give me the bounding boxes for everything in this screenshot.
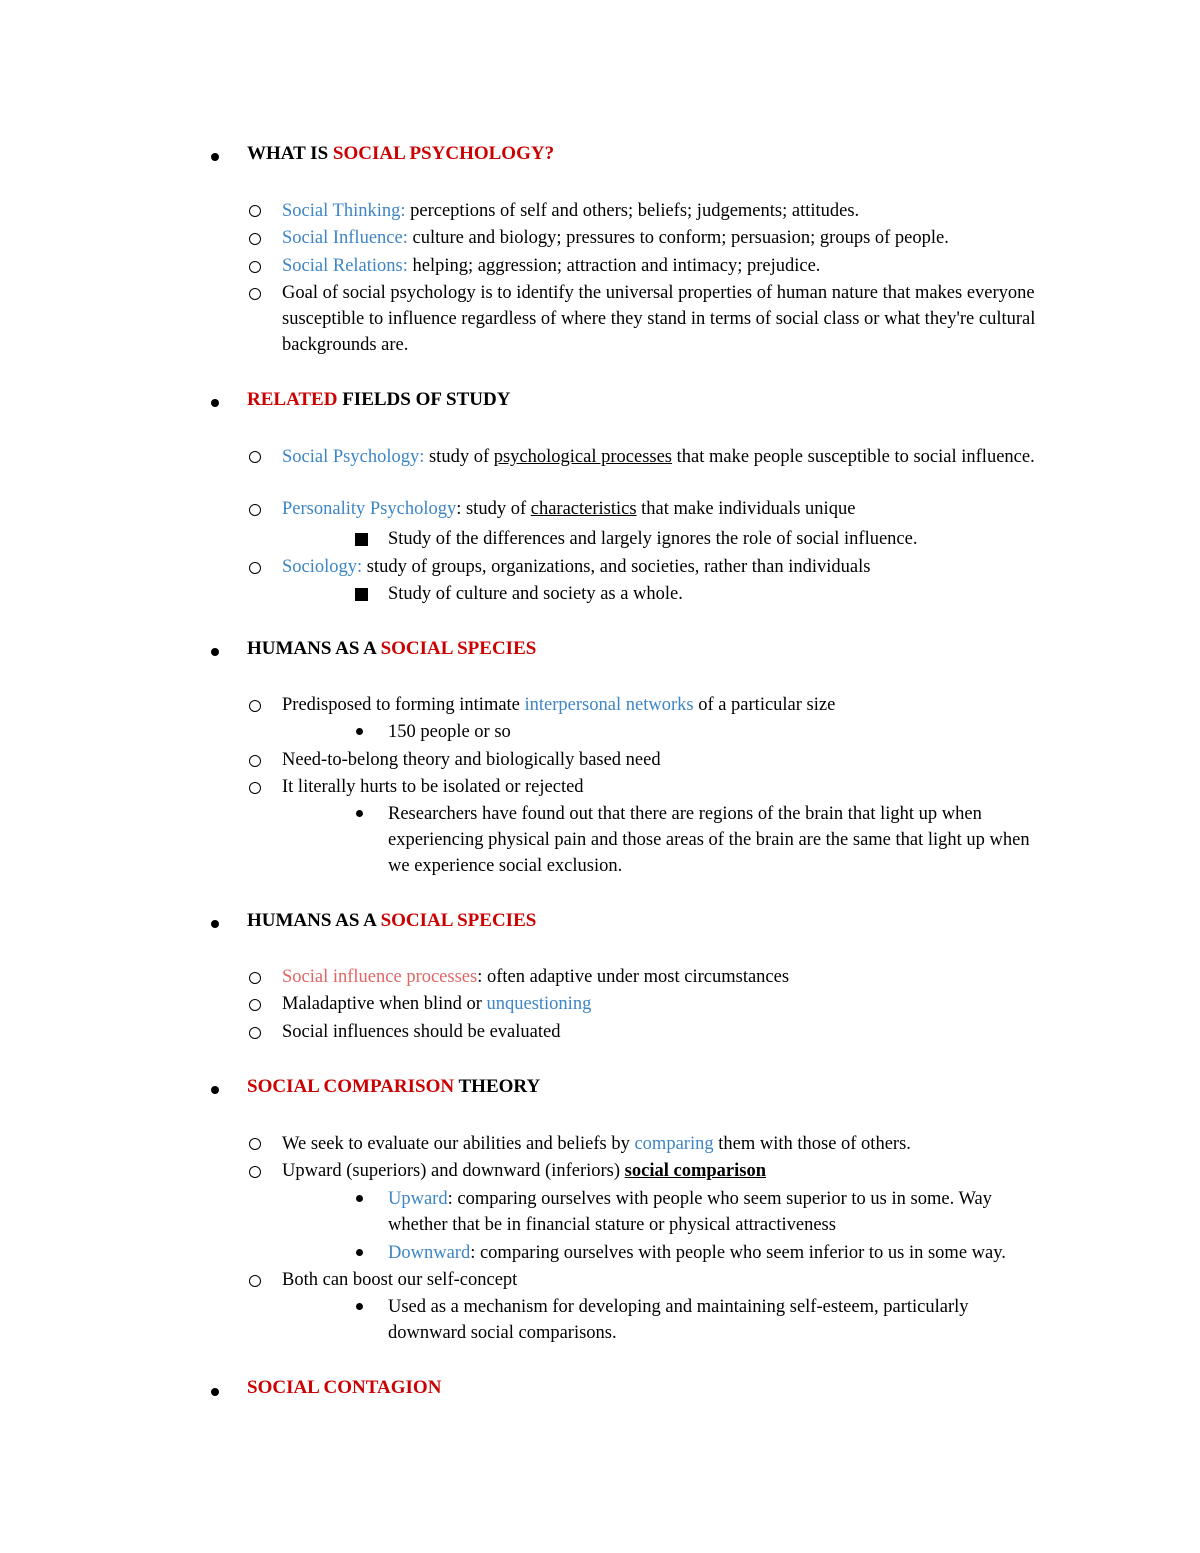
hollow-bullet-icon (249, 261, 261, 273)
sub-list-item: Study of culture and society as a whole. (388, 584, 683, 604)
hollow-bullet-icon (249, 972, 261, 984)
list-item: Social Psychology: study of psychological processes that make people susceptible to social influence. (282, 447, 1035, 467)
list-item: Sociology: study of groups, organizations, and societies, rather than individuals (282, 557, 871, 577)
hollow-bullet-icon (249, 233, 261, 245)
sub-list-item: Downward: comparing ourselves with people who seem inferior to us in some way. (388, 1243, 1006, 1263)
square-bullet-icon (355, 533, 368, 546)
list-item: Maladaptive when blind or unquestioning (282, 994, 592, 1014)
sub-list-item: 150 people or so (388, 722, 511, 742)
bullet-icon (356, 810, 363, 817)
bullet-icon (211, 648, 219, 656)
list-item: Social Influence: culture and biology; pressures to conform; persuasion; groups of people. (282, 228, 949, 248)
list-item: We seek to evaluate our abilities and beliefs by comparing them with those of others. (282, 1134, 911, 1154)
sub-list-item: Used as a mechanism for developing and maintaining self-esteem, particularly downward social comparisons. (388, 1297, 969, 1343)
bullet-icon (356, 728, 363, 735)
section-heading: HUMANS AS A SOCIAL SPECIES (247, 638, 537, 659)
hollow-bullet-icon (249, 700, 261, 712)
sub-list-item: Upward: comparing ourselves with people who seem superior to us in some. Way whether that be in financial stature or physical attractiveness (388, 1189, 992, 1235)
hollow-bullet-icon (249, 205, 261, 217)
list-item: Social Thinking: perceptions of self and others; beliefs; judgements; attitudes. (282, 201, 860, 221)
hollow-bullet-icon (249, 1027, 261, 1039)
list-item: Personality Psychology: study of characteristics that make individuals unique (282, 499, 856, 519)
hollow-bullet-icon (249, 999, 261, 1011)
hollow-bullet-icon (249, 1166, 261, 1178)
bullet-icon (211, 153, 219, 161)
bullet-icon (211, 920, 219, 928)
hollow-bullet-icon (249, 451, 261, 463)
sub-list-item: Study of the differences and largely ignores the role of social influence. (388, 529, 918, 549)
hollow-bullet-icon (249, 288, 261, 300)
list-item: Social influences should be evaluated (282, 1022, 561, 1042)
section-heading: WHAT IS SOCIAL PSYCHOLOGY? (247, 143, 555, 164)
bullet-icon (211, 1086, 219, 1094)
list-item: Social influence processes: often adaptive under most circumstances (282, 967, 790, 987)
section-heading: HUMANS AS A SOCIAL SPECIES (247, 910, 537, 931)
list-item: Social Relations: helping; aggression; attraction and intimacy; prejudice. (282, 256, 821, 276)
bullet-icon (211, 1388, 219, 1396)
sub-list-item: Researchers have found out that there are regions of the brain that light up when experiencing physical pain and those areas of the brain are the same that light up when we experience social exclusion. (388, 804, 1030, 876)
hollow-bullet-icon (249, 504, 261, 516)
list-item: Predisposed to forming intimate interpersonal networks of a particular size (282, 695, 836, 715)
list-item: Upward (superiors) and downward (inferiors) social comparison (282, 1161, 766, 1181)
hollow-bullet-icon (249, 1138, 261, 1150)
list-item: Goal of social psychology is to identify the universal properties of human nature that makes everyone susceptible to influence regardless of where they stand in terms of social class or what they're cultural backgrounds are. (282, 283, 1036, 355)
list-item: Need-to-belong theory and biologically based need (282, 750, 661, 770)
hollow-bullet-icon (249, 782, 261, 794)
section-heading: RELATED FIELDS OF STUDY (247, 389, 511, 410)
bullet-icon (356, 1195, 363, 1202)
bullet-icon (356, 1249, 363, 1256)
list-item: It literally hurts to be isolated or rejected (282, 777, 584, 797)
hollow-bullet-icon (249, 755, 261, 767)
square-bullet-icon (355, 588, 368, 601)
section-heading: SOCIAL COMPARISON THEORY (247, 1076, 541, 1097)
bullet-icon (356, 1303, 363, 1310)
hollow-bullet-icon (249, 1275, 261, 1287)
list-item: Both can boost our self-concept (282, 1270, 518, 1290)
section-heading: SOCIAL CONTAGION (247, 1377, 442, 1398)
hollow-bullet-icon (249, 562, 261, 574)
bullet-icon (211, 399, 219, 407)
